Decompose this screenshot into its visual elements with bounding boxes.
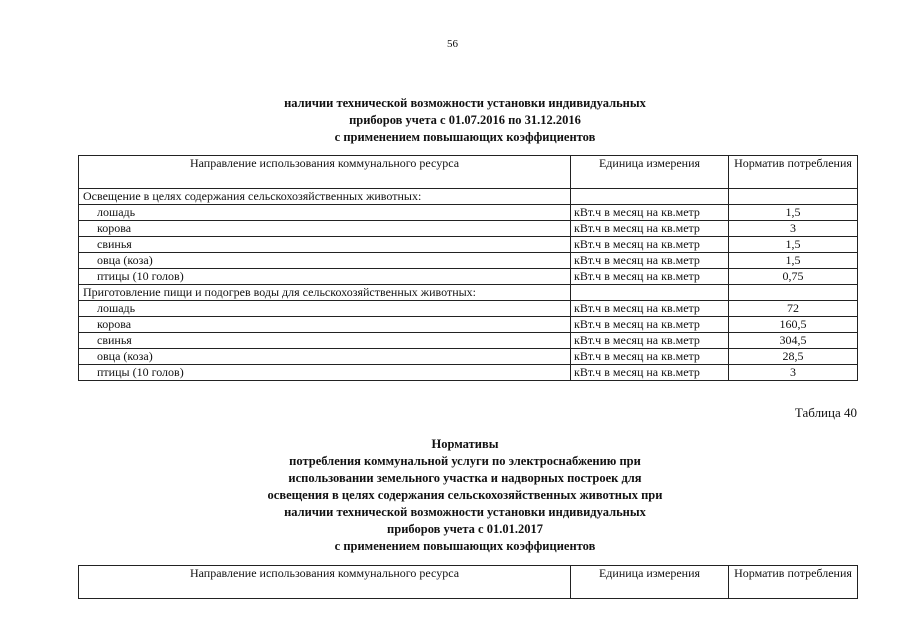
norm-value: 1,5 xyxy=(729,205,858,221)
table-row xyxy=(79,269,858,285)
empty-cell xyxy=(571,285,729,301)
title-line: потребления коммунальной услуги по электроснабжению при xyxy=(289,454,641,468)
empty-cell xyxy=(729,285,858,301)
unit-cell: кВт.ч в месяц на кв.метр xyxy=(571,269,729,285)
norms-table-1 xyxy=(78,155,858,381)
unit-cell: кВт.ч в месяц на кв.метр xyxy=(571,301,729,317)
unit-cell: кВт.ч в месяц на кв.метр xyxy=(571,333,729,349)
title-line: наличии технической возможности установки индивидуальных xyxy=(284,96,646,110)
title-line: освещения в целях содержания сельскохозяйственных животных при xyxy=(267,488,663,502)
table-row xyxy=(79,221,858,237)
unit-cell: кВт.ч в месяц на кв.метр xyxy=(571,349,729,365)
norm-value: 72 xyxy=(729,301,858,317)
table2-title xyxy=(0,436,905,555)
norm-value: 1,5 xyxy=(729,253,858,269)
unit-cell: кВт.ч в месяц на кв.метр xyxy=(571,205,729,221)
table-row xyxy=(79,237,858,253)
header-direction: Направление использования коммунального ресурса xyxy=(79,566,571,599)
section-heading: Освещение в целях содержания сельскохозяйственных животных: xyxy=(79,189,571,205)
animal-name: овца (коза) xyxy=(79,253,571,269)
norm-value: 304,5 xyxy=(729,333,858,349)
header-norm: Норматив потребления xyxy=(729,156,858,189)
norm-value: 28,5 xyxy=(729,349,858,365)
title-line: с применением повышающих коэффициентов xyxy=(334,130,596,144)
norm-value: 160,5 xyxy=(729,317,858,333)
norm-value: 0,75 xyxy=(729,269,858,285)
table-row xyxy=(79,301,858,317)
title-line: использовании земельного участка и надворных построек для xyxy=(288,471,642,485)
animal-name: корова xyxy=(79,317,571,333)
title-line: приборов учета с 01.01.2017 xyxy=(387,522,543,536)
unit-cell: кВт.ч в месяц на кв.метр xyxy=(571,365,729,381)
empty-cell xyxy=(571,189,729,205)
table-row xyxy=(79,253,858,269)
unit-cell: кВт.ч в месяц на кв.метр xyxy=(571,253,729,269)
animal-name: свинья xyxy=(79,237,571,253)
header-unit: Единица измерения xyxy=(571,566,729,599)
table-row xyxy=(79,365,858,381)
animal-name: корова xyxy=(79,221,571,237)
unit-cell: кВт.ч в месяц на кв.метр xyxy=(571,317,729,333)
animal-name: овца (коза) xyxy=(79,349,571,365)
header-unit: Единица измерения xyxy=(571,156,729,189)
table-label: Таблица 40 xyxy=(794,405,857,420)
title-line: с применением повышающих коэффициентов xyxy=(334,539,596,553)
norm-value: 3 xyxy=(729,365,858,381)
table-header-row xyxy=(79,566,858,599)
table-row xyxy=(79,349,858,365)
norm-value: 1,5 xyxy=(729,237,858,253)
animal-name: свинья xyxy=(79,333,571,349)
section-heading: Приготовление пищи и подогрев воды для сельскохозяйственных животных: xyxy=(79,285,571,301)
table-row xyxy=(79,317,858,333)
empty-cell xyxy=(729,189,858,205)
animal-name: птицы (10 голов) xyxy=(79,365,571,381)
animal-name: лошадь xyxy=(79,205,571,221)
table-body xyxy=(79,189,858,381)
title-line: приборов учета с 01.07.2016 по 31.12.2016 xyxy=(349,113,581,127)
header-direction: Направление использования коммунального ресурса xyxy=(79,156,571,189)
animal-name: лошадь xyxy=(79,301,571,317)
table1-title xyxy=(0,95,905,146)
page-number: 56 xyxy=(447,38,458,50)
norms-table-2 xyxy=(78,565,858,599)
unit-cell: кВт.ч в месяц на кв.метр xyxy=(571,237,729,253)
table-row xyxy=(79,205,858,221)
norm-value: 3 xyxy=(729,221,858,237)
title-line: наличии технической возможности установки индивидуальных xyxy=(284,505,646,519)
table-row xyxy=(79,333,858,349)
animal-name: птицы (10 голов) xyxy=(79,269,571,285)
title-line: Нормативы xyxy=(431,437,499,451)
header-norm: Норматив потребления xyxy=(729,566,858,599)
table-header-row xyxy=(79,156,858,189)
section-row xyxy=(79,285,858,301)
section-row xyxy=(79,189,858,205)
unit-cell: кВт.ч в месяц на кв.метр xyxy=(571,221,729,237)
